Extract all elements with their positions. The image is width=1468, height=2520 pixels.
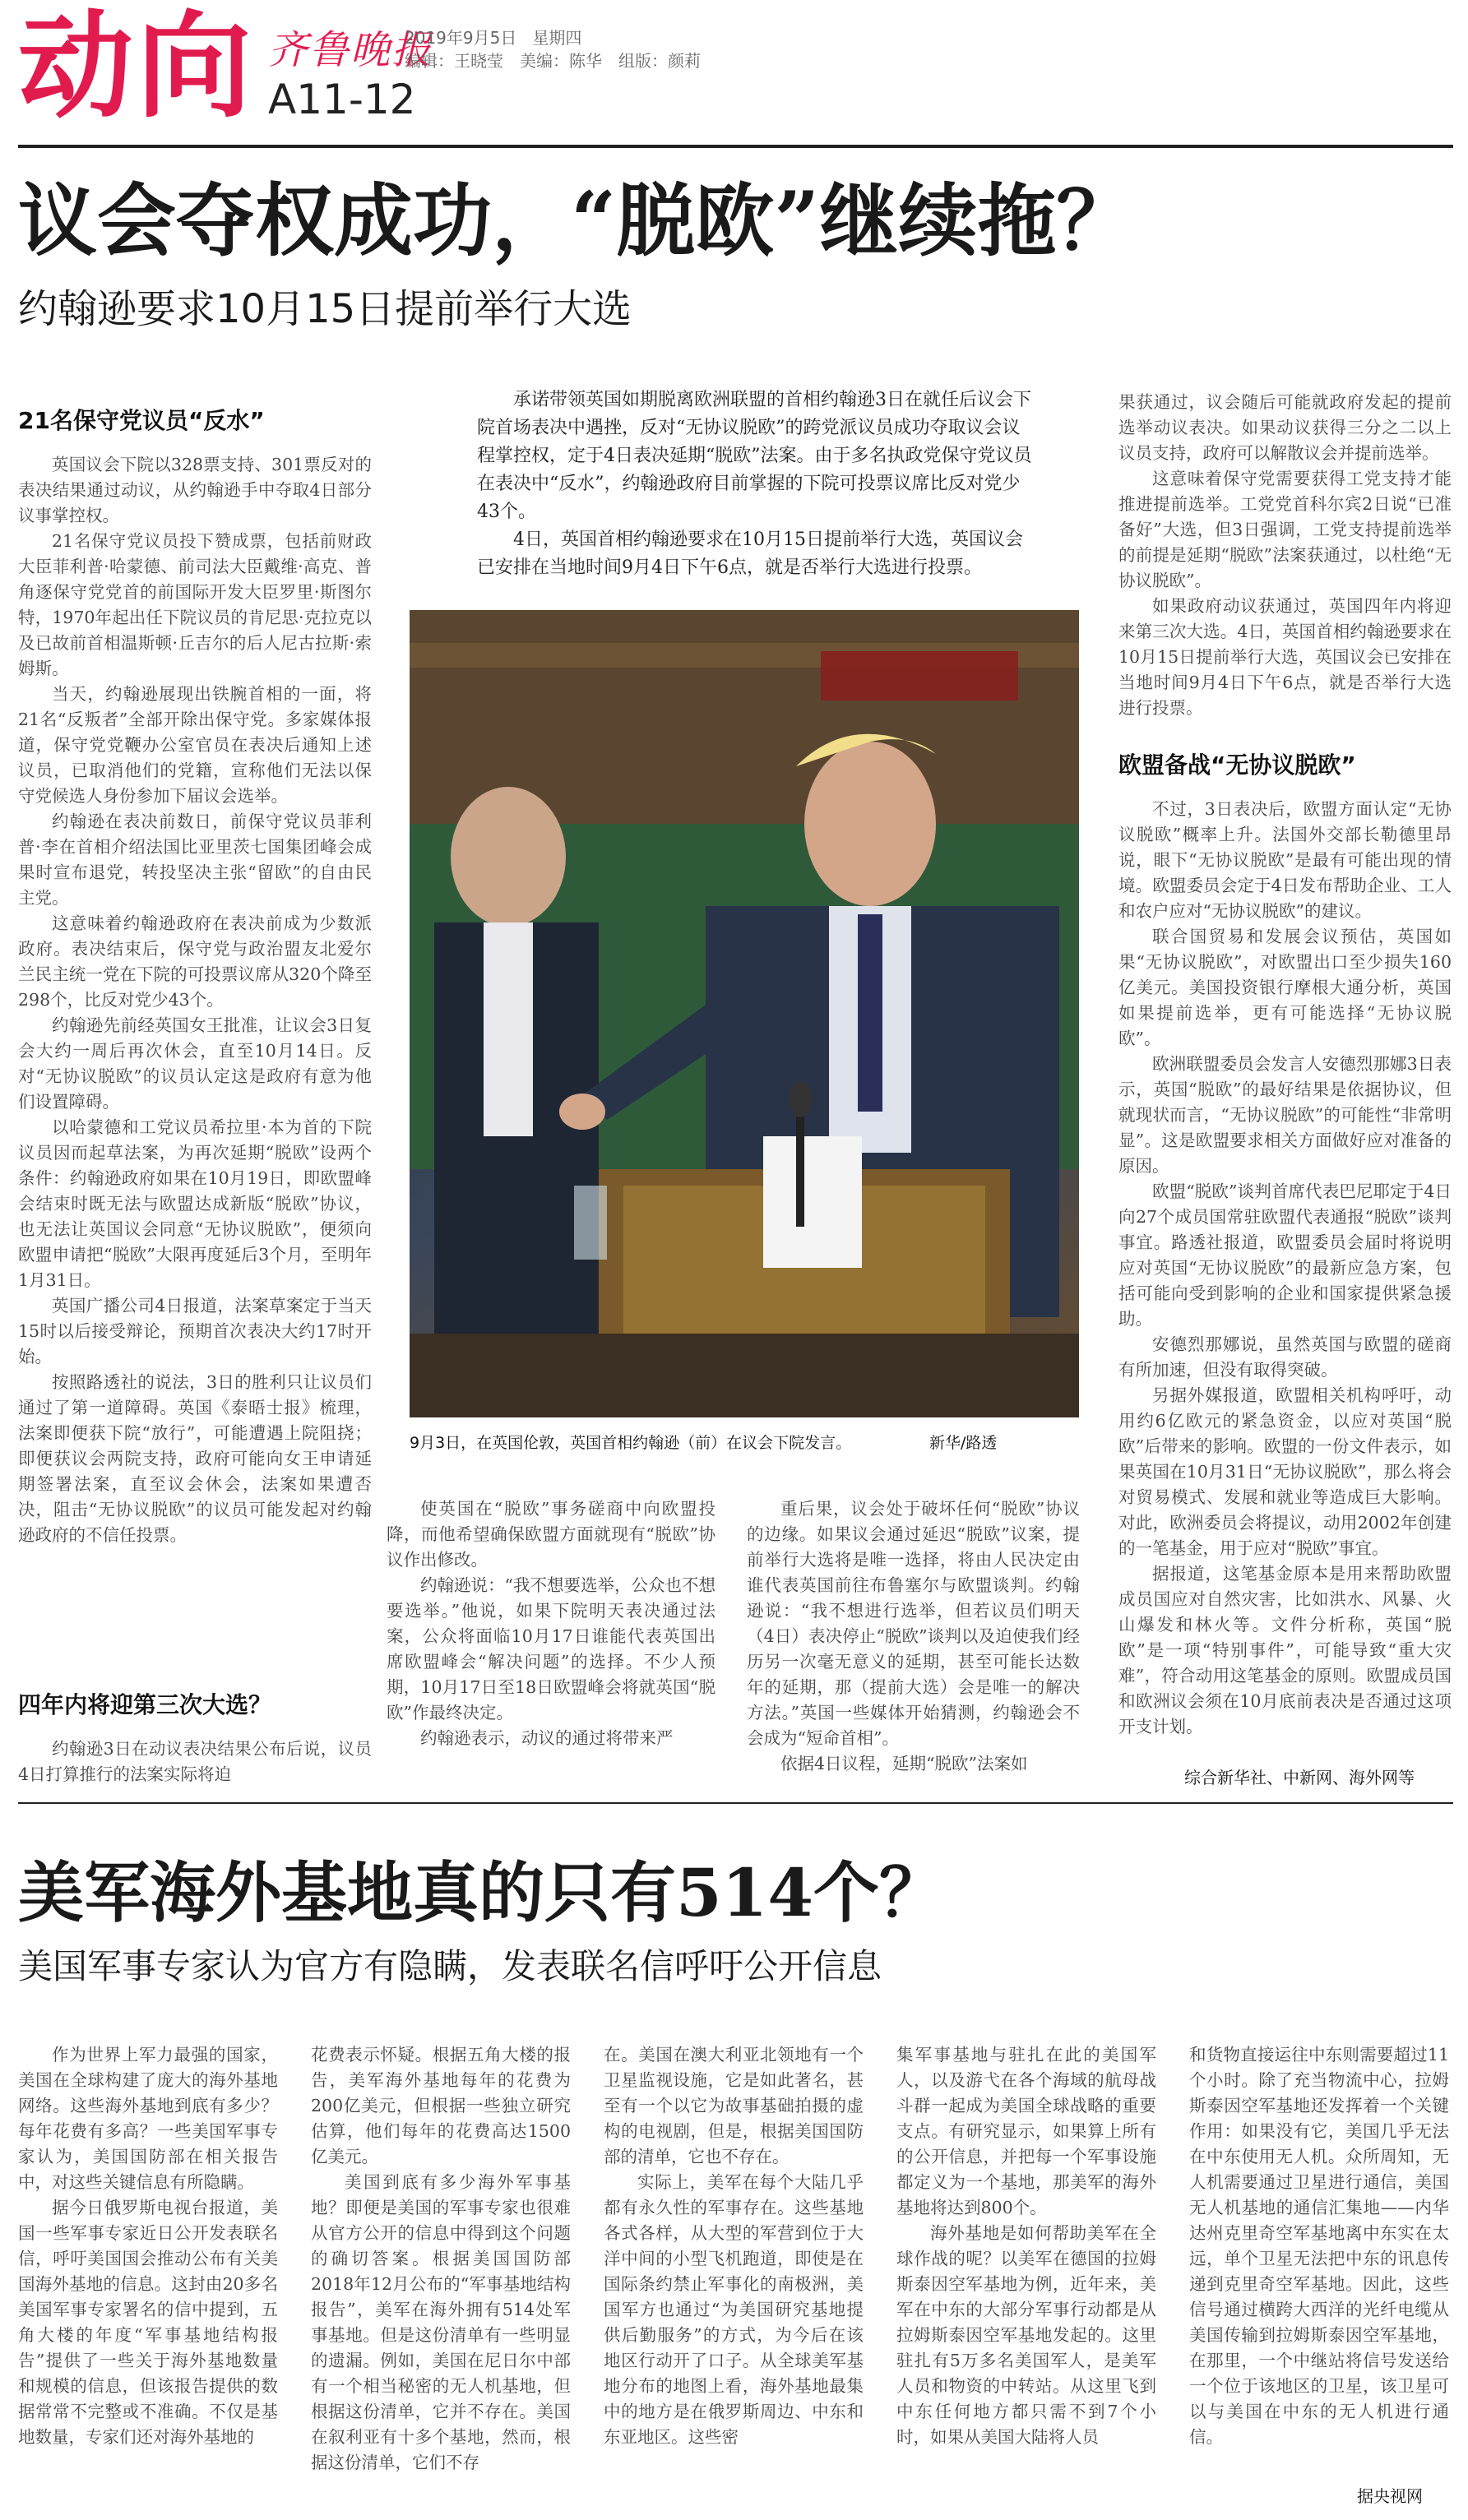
paragraph: 英国广播公司4日报道，法案草案定于当天15时以后接受辩论，预期首次表决大约17时开始。 (18, 1296, 372, 1366)
lead-paragraph: 承诺带领英国如期脱离欧洲联盟的首相约翰逊3日在就任后议会下院首场表决中遇挫，反对“无协议脱欧”的跨党派议员成功夺取议会议程掌控权，定于4日表决延期“脱欧”法案。由于多名执政党保守党议员在表决中“反水”，约翰逊政府目前掌握的下院可投票议席比反对党少43个。 (477, 390, 1032, 522)
photo-credit: 新华/路透 (929, 1434, 998, 1452)
paragraph: 英国议会下院以328票支持、301票反对的表决结果通过动议，从约翰逊手中夺取4日部分议事掌控权。 (18, 455, 372, 525)
paragraph: 21名保守党议员投下赞成票，包括前财政大臣菲利普·哈蒙德、前司法大臣戴维·高克、普角逐保守党党首的前国际开发大臣罗里·斯图尔特，1970年起出任下院议员的肯尼思·克拉克以及已故前首相温斯顿·丘吉尔的后人尼古拉斯·索姆斯。 (18, 531, 372, 678)
paragraph: 海外基地是如何帮助美军在全球作战的呢？以美军在德国的拉姆斯泰因空军基地为例，近年来，美军在中东的大部分军事行动都是从拉姆斯泰因空军基地发起的。这里驻扎有5万多名美国军人，是美军人员和物资的中转站。从这里飞到中东任何地方都只需不到7个小时，如果从美国大陆将人员 (896, 2223, 1156, 2447)
paragraph: 联合国贸易和发展会议预估，英国如果“无协议脱欧”，对欧盟出口至少损失160亿美元。美国投资银行摩根大通分析，英国如果提前选举，更有可能选择“无协议脱欧”。 (1118, 927, 1452, 1048)
issue-date-text: 2019年9月5日 (405, 28, 517, 48)
section-heading-rebels: 21名保守党议员“反水” (18, 407, 265, 434)
paragraph: 安德烈那娜说，虽然英国与欧盟的磋商有所加速，但没有取得突破。 (1118, 1334, 1452, 1380)
paragraph: 约翰逊在表决前数日，前保守党议员菲利普·李在首相介绍法国比亚里茨七国集团峰会成果时宣布退党，转投坚决主张“留欧”的自由民主党。 (18, 811, 372, 908)
paragraph: 如果政府动议获通过，英国四年内将迎来第三次大选。4日，英国首相约翰逊要求在10月15日提前举行大选，英国议会已安排在当地时间9月4日下午6点，就是否举行大选进行投票。 (1118, 596, 1452, 718)
lead-paragraph: 4日，英国首相约翰逊要求在10月15日提前举行大选，英国议会已安排在当地时间9月4日下午6点，就是否举行大选进行投票。 (477, 529, 1023, 578)
paragraph: 作为世界上军力最强的国家，美国在全球构建了庞大的海外基地网络。这些海外基地到底有多少？每年花费有多高？一些美国军事专家认为，美国国防部在相关报告中，对这些关键信息有所隐瞒。 (18, 2045, 278, 2192)
article2-headline: 美军海外基地真的只有514个？ (18, 1854, 945, 1931)
article1-col1-body (18, 452, 372, 1548)
newspaper-brand: 齐鲁晚报 (268, 27, 433, 73)
section-title: 动向 (18, 0, 256, 134)
article1-headline: 议会夺权成功，“脱欧”继续拖？ (18, 174, 1136, 267)
paragraph: 依据4日议程，延期“脱欧”法案如 (780, 1754, 1028, 1773)
article2-subhead: 美国军事专家认为官方有隐瞒，发表联名信呼吁公开信息 (18, 1946, 882, 1986)
paragraph: 以哈蒙德和工党议员希拉里·本为首的下院议员因而起草法案，为再次延期“脱欧”设两个条件：约翰逊政府如果在10月19日，即欧盟峰会结束时既无法与欧盟达成新版“脱欧”协议，也无法让英国议会同意“无协议脱欧”，便须向欧盟申请把“脱欧”大限再度延后3个月，至明年1月31日。 (18, 1117, 372, 1290)
paragraph: 不过，3日表决后，欧盟方面认定“无协议脱欧”概率上升。法国外交部长勒德里昂说，眼下“无协议脱欧”是最有可能出现的情境。欧盟委员会定于4日发布帮助企业、工人和农户应对“无协议脱欧”的建议。 (1118, 799, 1452, 921)
article-divider (18, 1802, 1453, 1804)
article2-column-2 (311, 2042, 571, 2476)
paragraph: 重后果，议会处于破坏任何“脱欧”协议的边缘。如果议会通过延迟“脱欧”议案，提前举行大选将是唯一选择，将由人民决定由谁代表英国前往布鲁塞尔与欧盟谈判。约翰逊说：“我不想进行选举，但若议员们明天（4日）表决停止“脱欧”谈判以及迫使我们经历另一次毫无意义的延期，甚至可能长达数年的延期，那（提前大选）会是唯一的解决方法。”英国一些媒体开始猜测，约翰逊会不会成为“短命首相”。 (747, 1499, 1080, 1748)
article1-col1b-body (18, 1736, 372, 1787)
article1-lead (477, 386, 1036, 582)
paragraph: 美国到底有多少海外军事基地？即便是美国的军事专家也很难从官方公开的信息中得到这个问题的确切答案。根据美国国防部2018年12月公布的“军事基地结构报告”，美军在海外拥有514处军事基地。但是这份清单有一些明显的遗漏。例如，美国在尼日尔中部有一个相当秘密的无人机基地，但根据这份清单，它并不存在。美国在叙利亚有十多个基地，然而，根据这份清单，它们不存 (311, 2172, 571, 2472)
article1-column-1 (18, 403, 372, 1548)
paragraph: 欧盟“脱欧”谈判首席代表巴尼耶定于4日向27个成员国常驻欧盟代表通报“脱欧”谈判事宜。路透社报道，欧盟委员会届时将说明应对英国“无协议脱欧”的最新应急方案，包括可能向受到影响的企业和国家提供紧急援助。 (1118, 1181, 1452, 1329)
section-heading-eu: 欧盟备战“无协议脱欧” (1118, 751, 1356, 779)
paragraph: 集军事基地与驻扎在此的美国军人，以及游弋在各个海域的航母战斗群一起成为美国全球战略的重要支点。有研究显示，如果算上所有的公开信息，并把每一个军事设施都定义为一个基地，那美军的海外基地将达到800个。 (896, 2045, 1156, 2217)
paragraph: 使英国在“脱欧”事务磋商中向欧盟投降，而他希望确保欧盟方面就现有“脱欧”协议作出修改。 (387, 1499, 715, 1570)
paragraph: 当天，约翰逊展现出铁腕首相的一面，将21名“反叛者”全部开除出保守党。多家媒体报道，保守党党鞭办公室官员在表决后通知上述议员，已取消他们的党籍，宣称他们无法以保守党候选人身份参加下届议会选举。 (18, 684, 372, 806)
issue-weekday: 星期四 (532, 28, 582, 48)
news-photo (410, 610, 1079, 1417)
article2-column-3 (604, 2042, 864, 2450)
article2-column-4 (896, 2042, 1156, 2450)
article1-col4b-body (1118, 797, 1452, 1740)
paragraph: 据今日俄罗斯电视台报道，美国一些军事专家近日公开发表联名信，呼吁美国国会推动公布有关美国海外基地的信息。这封由20多名美国军事专家署名的信中提到，五角大楼的年度“军事基地结构报告”提供了一些关于海外基地数量和规模的信息，但该报告提供的数据常常不完整或不准确。不仅是基地数量，专家们还对海外基地的 (18, 2198, 278, 2447)
paragraph: 据报道，这笔基金原本是用来帮助欧盟成员国应对自然灾害，比如洪水、风暴、火山爆发和林火等。文件分析称，英国“脱欧”是一项“特别事件”，可能导致“重大灾难”，符合动用这笔基金的原则。欧盟成员国和欧洲议会须在10月底前表决是否通过这项开支计划。 (1118, 1564, 1452, 1736)
paragraph: 果获通过，议会随后可能就政府发起的提前选举动议表决。如果动议获得三分之二以上议员支持，政府可以解散议会并提前选举。 (1118, 392, 1452, 463)
paragraph: 这意味着保守党需要获得工党支持才能推进提前选举。工党党首科尔宾2日说“已准备好”大选，但3日强调，工党支持提前选举的前提是延期“脱欧”法案获通过，以杜绝“无协议脱欧”。 (1118, 469, 1452, 590)
masthead-rule (18, 145, 1453, 148)
article1-col4-body (1118, 390, 1452, 721)
article2-credit: 据央视网 (1357, 2486, 1423, 2506)
paragraph: 这意味着约翰逊政府在表决前成为少数派政府。表决结束后，保守党与政治盟友北爱尔兰民主统一党在下院的可投票议席从320个降至298个，比反对党少43个。 (18, 913, 372, 1010)
article1-column-3 (747, 1496, 1080, 1777)
issue-date (405, 25, 581, 49)
article2-column-1 (18, 2042, 278, 2450)
paragraph: 实际上，美军在每个大陆几乎都有永久性的军事存在。这些基地各式各样，从大型的军营到位于大洋中间的小型飞机跑道，即使是在国际条约禁止军事化的南极洲，美国军方也通过“为美国研究基地提供后勤服务”的方式，为今后在该地区行动开了口子。从全球美军基地分布的地图上看，海外基地最集中的地方是在俄罗斯周边、中东和东亚地区。这些密 (604, 2172, 864, 2447)
photo-caption: 9月3日，在英国伦敦，英国首相约翰逊（前）在议会下院发言。 (410, 1434, 852, 1452)
page-number: A11-12 (268, 76, 416, 123)
article1-column-2 (387, 1496, 715, 1751)
paragraph: 约翰逊表示，动议的通过将带来严 (420, 1728, 674, 1748)
paragraph: 欧洲联盟委员会发言人安德烈那娜3日表示，英国“脱欧”的最好结果是依据协议，但就现状而言，“无协议脱欧”的可能性“非常明显”。这是欧盟要求相关方面做好应对准备的原因。 (1118, 1054, 1452, 1176)
paragraph: 约翰逊说：“我不想要选举，公众也不想要选举。”他说，如果下院明天表决通过法案，公众将面临10月17日谁能代表英国出席欧盟峰会“解决问题”的选择。不少人预期，10月17日至18日欧盟峰会将就英国“脱欧”作最终决定。 (387, 1575, 715, 1722)
paragraph: 和货物直接运往中东则需要超过11个小时。除了充当物流中心，拉姆斯泰因空军基地还发挥着一个关键作用：如果没有它，美国几乎无法在中东使用无人机。众所周知，无人机需要通过卫星进行通信，美国无人机基地的通信汇集地——内华达州克里奇空军基地离中东实在太远，单个卫星无法把中东的讯息传递到克里奇空军基地。因此，这些信号通过横跨大西洋的光纤电缆从美国传输到拉姆斯泰因空军基地，在那里，一个中继站将信号发送给一个位于该地区的卫星，该卫星可以与美国在中东的无人机进行通信。 (1189, 2045, 1449, 2447)
paragraph: 另据外媒报道，欧盟相关机构呼吁，动用约6亿欧元的紧急资金，以应对英国“脱欧”后带来的影响。欧盟的一份文件表示，如果英国在10月31日“无协议脱欧”，那么将会对贸易模式、发展和就业等造成巨大影响。对此，欧洲委员会将提议，动用2002年创建的一笔基金，用于应对“脱欧”事宜。 (1118, 1385, 1452, 1558)
paragraph: 在。美国在澳大利亚北领地有一个卫星监视设施，它是如此著名，甚至有一个以它为故事基础拍摄的虚构的电视剧，但是，根据美国国防部的清单，它也不存在。 (604, 2045, 864, 2166)
paragraph: 约翰逊3日在动议表决结果公布后说，议员4日打算推行的法案实际将迫 (18, 1739, 372, 1784)
paragraph: 约翰逊先前经英国女王批准，让议会3日复会大约一周后再次休会，直至10月14日。反对“无协议脱欧”的议员认定这是政府有意为他们设置障碍。 (18, 1015, 372, 1112)
article1-column-1b (18, 1687, 372, 1787)
article1-credit: 综合新华社、中新网、海外网等 (1184, 1768, 1415, 1787)
paragraph: 按照路透社的说法，3日的胜利只让议员们通过了第一道障碍。英国《泰晤士报》梳理，法案即便获下院“放行”，可能遭遇上院阻挠；即便获议会两院支持，政府可能向女王申请延期签署法案，直至议会休会，法案如果遭否决，阻击“无协议脱欧”的议员可能发起对约翰逊政府的不信任投票。 (18, 1372, 372, 1545)
article2-column-5 (1189, 2042, 1449, 2450)
staff-credits: 编辑：王晓莹 美编：陈华 组版：颜莉 (405, 51, 701, 71)
article1-column-4 (1118, 390, 1452, 1740)
article1-subhead: 约翰逊要求10月15日提前举行大选 (18, 286, 632, 332)
paragraph: 花费表示怀疑。根据五角大楼的报告，美军海外基地每年的花费为200亿美元，但根据一些独立研究估算，他们每年的花费高达1500亿美元。 (311, 2045, 571, 2166)
photo-illustration (410, 610, 1079, 1417)
section-heading-election: 四年内将迎第三次大选？ (18, 1691, 272, 1718)
